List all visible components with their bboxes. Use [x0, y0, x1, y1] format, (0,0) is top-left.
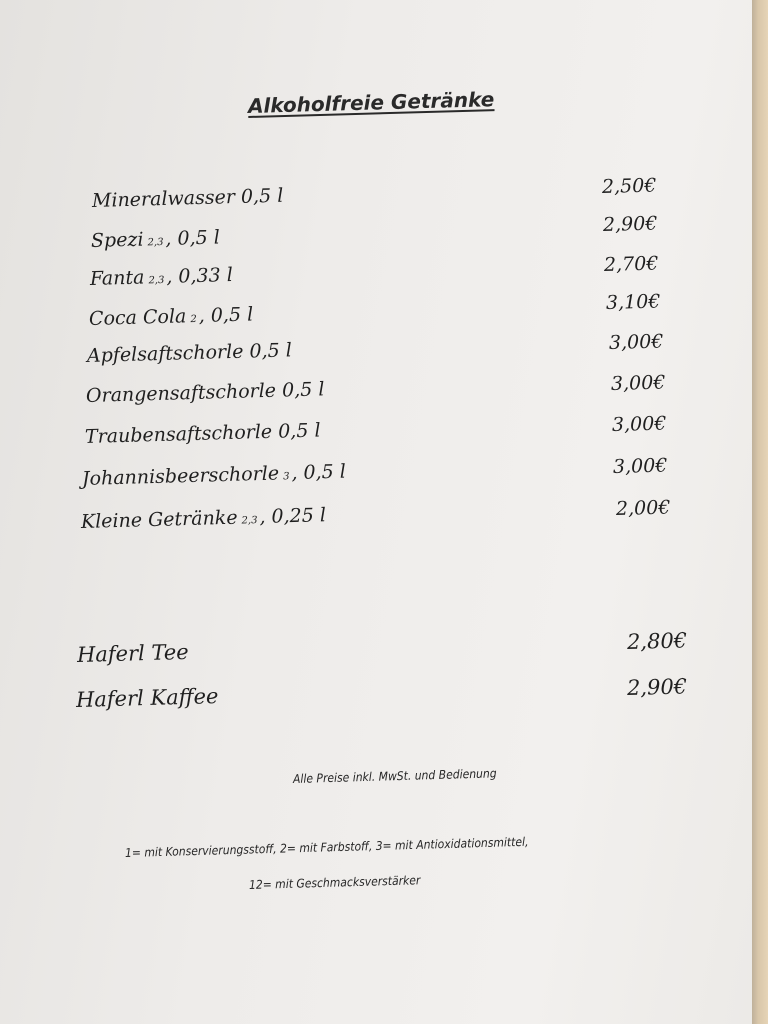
item-name: Fanta: [89, 266, 145, 290]
item-name: Haferl Tee: [76, 639, 189, 667]
allergen-legend: 1= mit Konservierungsstoff, 2= mit Farbstoff, 3= mit Antioxidationsmittel,: [124, 834, 529, 860]
item-size: 0,5 l: [281, 378, 325, 402]
table-edge: [752, 0, 768, 1024]
item-price: 3,10€: [605, 290, 661, 314]
item-price: 2,70€: [603, 252, 659, 276]
menu-item: [77, 640, 189, 667]
item-price: 3,00€: [608, 330, 664, 354]
item-allergens: 2,3: [147, 236, 164, 249]
menu-item: [89, 303, 254, 330]
item-price: 2,80€: [626, 628, 688, 654]
item-name: Mineralwasser: [91, 186, 236, 212]
item-price: 2,90€: [602, 212, 658, 236]
item-size: 0,5 l: [240, 184, 284, 208]
menu-item: [90, 264, 233, 290]
menu-title: Alkoholfreie Getränke: [247, 87, 495, 118]
allergen-legend-2: 12= mit Geschmacksverstärker: [248, 873, 421, 892]
item-price: 3,00€: [612, 454, 668, 478]
item-allergens: 2,3: [241, 515, 258, 527]
item-size: 0,5 l: [277, 419, 321, 443]
item-size: , 0,25 l: [259, 504, 327, 529]
item-allergens: 2,3: [148, 274, 165, 287]
item-size: , 0,33 l: [165, 264, 234, 288]
menu-item: [76, 684, 219, 712]
item-name: Spezi: [90, 228, 144, 252]
item-price: 3,00€: [611, 412, 667, 436]
item-size: , 0,5 l: [198, 303, 254, 327]
item-name: Johannisbeerschorle: [81, 462, 280, 490]
price-note: Alle Preise inkl. MwSt. und Bedienung: [292, 766, 497, 786]
item-price: 2,00€: [615, 496, 671, 520]
menu-item: [91, 226, 220, 252]
item-allergens: 3: [282, 471, 290, 483]
item-size: , 0,5 l: [291, 460, 347, 485]
item-allergens: 2: [190, 313, 197, 326]
item-size: 0,5 l: [249, 339, 293, 363]
item-name: Kleine Getränke: [80, 506, 238, 533]
item-name: Haferl Kaffee: [75, 684, 219, 712]
item-name: Orangensaftschorle: [85, 379, 277, 407]
item-name: Coca Cola: [88, 305, 187, 330]
item-price: 2,90€: [626, 674, 688, 700]
item-price: 2,50€: [601, 174, 657, 198]
item-price: 3,00€: [610, 371, 666, 395]
item-size: , 0,5 l: [165, 226, 221, 250]
item-name: Traubensaftschorle: [84, 420, 273, 448]
item-name: Apfelsaftschorle: [86, 340, 244, 367]
